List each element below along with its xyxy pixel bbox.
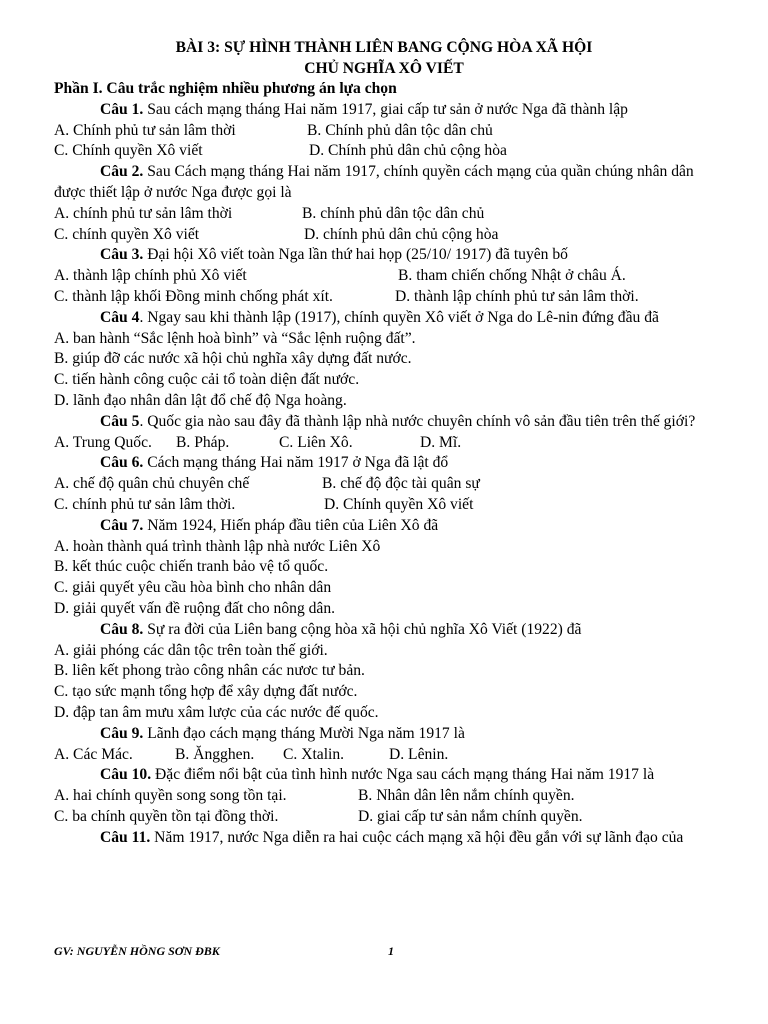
answer-option: B. Nhân dân lên nắm chính quyền.: [358, 787, 575, 805]
question-number: Câu 8.: [100, 620, 144, 638]
answer-row: [54, 474, 714, 495]
answer-option: A. Trung Quốc.: [54, 433, 152, 451]
answer-option: A. thành lập chính phủ Xô viết: [54, 267, 247, 285]
answer-option: A. hoàn thành quá trình thành lập nhà nước Liên Xô: [54, 537, 381, 555]
answer-option: A. giải phóng các dân tộc trên toàn thế giới.: [54, 641, 328, 659]
question-number: Câu 11.: [100, 828, 151, 846]
question-text: Năm 1917, nước Nga diễn ra hai cuộc cách mạng xã hội đều gắn với sự lãnh đạo của: [150, 828, 684, 846]
question-2: [54, 162, 714, 204]
answer-option: D. chính phủ dân chủ cộng hòa: [304, 225, 499, 243]
answer-option: B. liên kết phong trào công nhân các nươc tư bản.: [54, 662, 365, 680]
question-number: Câu 10.: [100, 766, 152, 784]
answer-row: [54, 225, 714, 246]
question-8: [54, 620, 714, 641]
question-text: Năm 1924, Hiến pháp đầu tiên của Liên Xô đã: [143, 516, 439, 534]
answer-row: [54, 433, 714, 454]
answer-option: B. Ăngghen.: [175, 745, 255, 763]
question-number: Câu 6.: [100, 454, 144, 472]
answer-option: D. Chính quyền Xô viết: [324, 495, 474, 513]
question-text: . Quốc gia nào sau đây đã thành lập nhà nước chuyên chính vô sản đầu tiên trên thế giới?: [139, 412, 696, 430]
question-text: Sau Cách mạng tháng Hai năm 1917, chính quyền cách mạng của quần chúng nhân dân được thiết lập ở nước Nga được gọi là: [54, 163, 694, 201]
answer-option: C. Liên Xô.: [279, 433, 353, 451]
answer-option: D. Chính phủ dân chủ cộng hòa: [309, 142, 507, 160]
question-number: Câu 7.: [100, 516, 144, 534]
answer-option: A. hai chính quyền song song tồn tại.: [54, 787, 287, 805]
answer-row: [54, 141, 714, 162]
question-number: Câu 9.: [100, 724, 144, 742]
answer-option: B. Pháp.: [176, 433, 230, 451]
answer-option: A. Các Mác.: [54, 745, 133, 763]
question-text: . Ngay sau khi thành lập (1917), chính quyền Xô viết ở Nga do Lê-nin đứng đầu đã: [139, 308, 659, 326]
answer-option: C. thành lập khối Đồng minh chống phát xít.: [54, 287, 333, 305]
question-10: [54, 765, 714, 786]
answer-option: D. lãnh đạo nhân dân lật đổ chế độ Nga hoàng.: [54, 391, 347, 409]
question-number: Câu 2.: [100, 163, 144, 181]
answer-option: D. đập tan âm mưu xâm lược của các nước đế quốc.: [54, 703, 379, 721]
answer-option: C. chính phủ tư sản lâm thời.: [54, 495, 236, 513]
answer-row: [54, 495, 714, 516]
answer-option: D. Lênin.: [389, 745, 449, 763]
question-text: Lãnh đạo cách mạng tháng Mười Nga năm 1917 là: [143, 724, 465, 742]
section-heading: Phần I. Câu trắc nghiệm nhiều phương án lựa chọn: [54, 80, 397, 97]
answer-option: B. chế độ độc tài quân sự: [322, 475, 480, 493]
question-text: Sau cách mạng tháng Hai năm 1917, giai cấp tư sản ở nước Nga đã thành lập: [143, 100, 628, 118]
question-5: [54, 412, 714, 433]
question-11: [54, 828, 714, 849]
question-text: Đặc điểm nổi bật của tình hình nước Nga sau cách mạng tháng Hai năm 1917 là: [151, 766, 655, 784]
question-3: [54, 245, 714, 266]
answer-option: A. chế độ quân chủ chuyên chế: [54, 475, 250, 493]
answer-option: C. tiến hành công cuộc cải tổ toàn diện đất nước.: [54, 371, 360, 389]
question-number: Câu 4: [100, 308, 140, 326]
answer-option: D. thành lập chính phủ tư sản lâm thời.: [395, 287, 639, 305]
document-title: [54, 38, 714, 79]
answer-option: C. giải quyết yêu cầu hòa bình cho nhân dân: [54, 579, 332, 597]
title-line-2: CHỦ NGHĨA XÔ VIẾT: [304, 59, 464, 77]
question-text: Đại hội Xô viết toàn Nga lần thứ hai họp (25/10/ 1917) đã tuyên bố: [143, 246, 568, 264]
document-page: [54, 38, 714, 848]
answer-row: [54, 287, 714, 308]
answer-option: B. Chính phủ dân tộc dân chủ: [307, 121, 493, 139]
answer-option: A. Chính phủ tư sản lâm thời: [54, 121, 236, 139]
answer-option: A. chính phủ tư sản lâm thời: [54, 204, 233, 222]
answer-option: B. giúp đỡ các nước xã hội chủ nghĩa xây dựng đất nước.: [54, 350, 412, 368]
answer-option: D. giai cấp tư sản nắm chính quyền.: [358, 807, 583, 825]
answer-row: [54, 204, 714, 225]
answer-option: C. Chính quyền Xô viết: [54, 142, 203, 160]
answer-option: D. Mĩ.: [420, 433, 462, 451]
question-4: [54, 308, 714, 329]
answer-option: D. giải quyết vấn đề ruộng đất cho nông dân.: [54, 599, 336, 617]
question-1: [54, 100, 714, 121]
footer-author: GV: NGUYỄN HỒNG SƠN ĐBK: [54, 944, 220, 958]
answer-option: B. tham chiến chống Nhật ở châu Á.: [398, 267, 626, 285]
answer-option: C. chính quyền Xô viết: [54, 225, 200, 243]
answer-row: [54, 786, 714, 807]
answer-row: [54, 121, 714, 142]
answer-option: B. chính phủ dân tộc dân chủ: [302, 204, 485, 222]
answer-option: C. Xtalin.: [283, 745, 345, 763]
answer-option: C. ba chính quyền tồn tại đồng thời.: [54, 807, 279, 825]
answer-row: [54, 745, 714, 766]
question-number: Câu 1.: [100, 100, 144, 118]
question-6: [54, 453, 714, 474]
question-9: [54, 724, 714, 745]
answer-option: B. kết thúc cuộc chiến tranh bảo vệ tổ quốc.: [54, 558, 329, 576]
title-line-1: BÀI 3: SỰ HÌNH THÀNH LIÊN BANG CỘNG HÒA XÃ HỘI: [175, 39, 593, 56]
answer-option: A. ban hành “Sắc lệnh hoà bình” và “Sắc lệnh ruộng đất”.: [54, 329, 416, 347]
answer-row: [54, 266, 714, 287]
question-number: Câu 3.: [100, 246, 144, 264]
question-7: [54, 516, 714, 537]
answer-row: [54, 807, 714, 828]
page-number: 1: [388, 944, 394, 958]
question-number: Câu 5: [100, 412, 140, 430]
question-text: Cách mạng tháng Hai năm 1917 ở Nga đã lật đổ: [143, 454, 449, 472]
page-footer: [54, 944, 714, 959]
answer-option: C. tạo sức mạnh tổng hợp để xây dựng đất nước.: [54, 683, 358, 701]
question-text: Sự ra đời của Liên bang cộng hòa xã hội chủ nghĩa Xô Viết (1922) đã: [143, 620, 582, 638]
